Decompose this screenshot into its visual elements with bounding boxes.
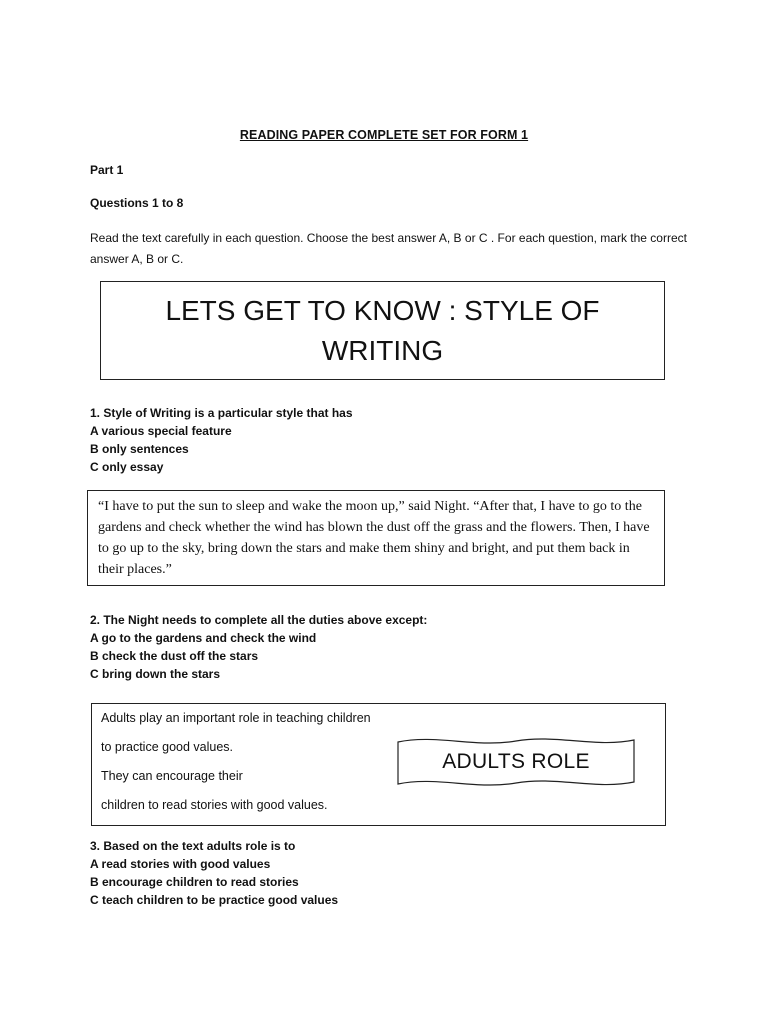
part-label: Part 1: [90, 163, 124, 177]
question-2-option-a: A go to the gardens and check the wind: [90, 631, 317, 645]
passage-text: “I have to put the sun to sleep and wake the moon up,” said Night. “After that, I have to go to the gardens and check whether the wind has blown the dust off the grass and the flowers. Then, I have to go up to the sky, bring down the stars and make them shiny and bright, and put them back in their places.”: [98, 499, 650, 577]
adults-line-1: Adults play an important role in teaching children: [101, 711, 371, 725]
question-1-option-a: A various special feature: [90, 424, 232, 438]
passage-box: [87, 490, 665, 586]
question-1-option-b: B only sentences: [90, 442, 189, 456]
adults-line-4: children to read stories with good values.: [101, 798, 328, 812]
question-2: [90, 611, 427, 683]
banner-label: ADULTS ROLE: [442, 750, 590, 773]
question-1-option-c: C only essay: [90, 460, 164, 474]
question-3-option-c: C teach children to be practice good values: [90, 893, 339, 907]
question-3: [90, 837, 338, 909]
adults-role-banner: [396, 736, 636, 792]
questions-range: Questions 1 to 8: [90, 196, 184, 210]
question-2-option-c: C bring down the stars: [90, 667, 221, 681]
heading-box: [100, 281, 665, 380]
heading-box-text: LETS GET TO KNOW : STYLE OF WRITING: [165, 294, 600, 366]
question-2-option-b: B check the dust off the stars: [90, 649, 259, 663]
instructions: Read the text carefully in each question. Choose the best answer A, B or C . For each question, mark the correct answer A, B or C.: [90, 231, 687, 266]
document-title: READING PAPER COMPLETE SET FOR FORM 1: [239, 128, 529, 142]
adults-line-3: They can encourage their: [101, 769, 243, 783]
question-3-option-b: B encourage children to read stories: [90, 875, 299, 889]
question-3-option-a: A read stories with good values: [90, 857, 271, 871]
question-3-stem: 3. Based on the text adults role is to: [90, 839, 296, 853]
question-2-stem: 2. The Night needs to complete all the duties above except:: [90, 613, 428, 627]
question-1: [90, 404, 353, 476]
adults-line-2: to practice good values.: [101, 740, 234, 754]
question-1-stem: 1. Style of Writing is a particular style that has: [90, 406, 353, 420]
